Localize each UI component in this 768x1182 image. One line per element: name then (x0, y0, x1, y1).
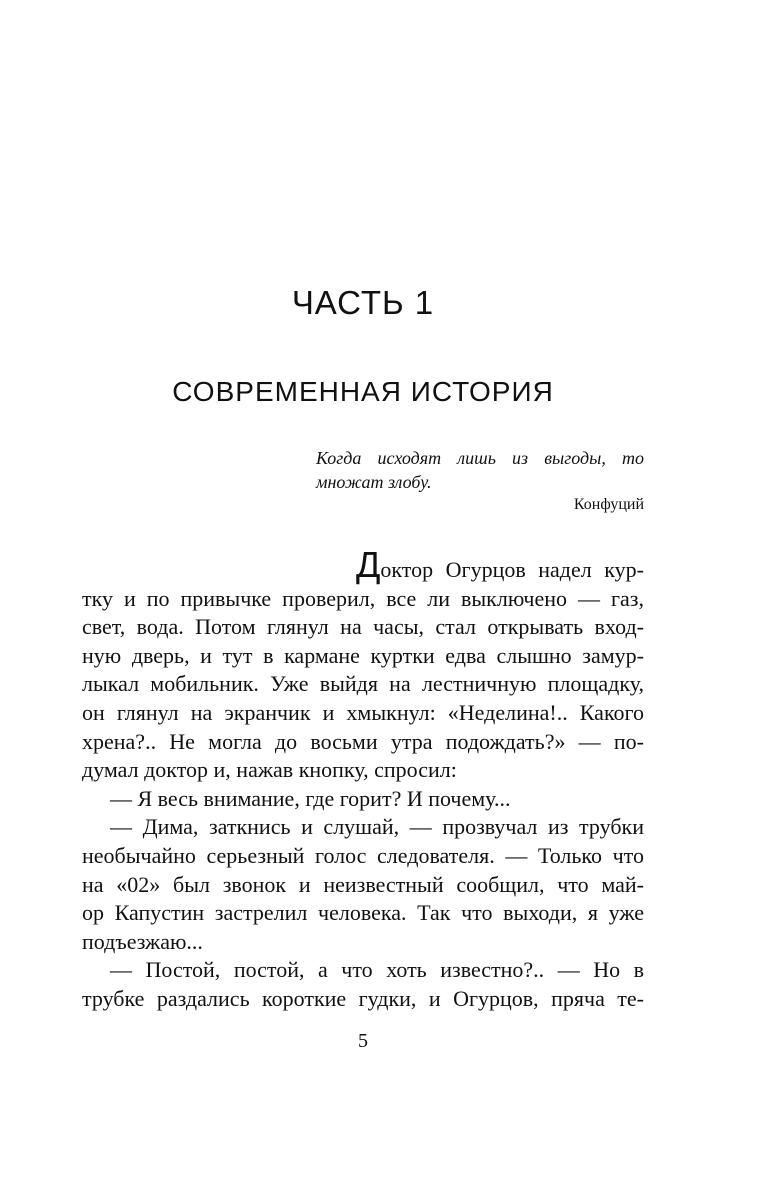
page-number: 5 (358, 1030, 368, 1052)
body-line: думал доктор и, нажав кнопку, спросил: (82, 757, 457, 783)
body-line: он глянул на экранчик и хмыкнул: «Неделина!.. Какого (82, 699, 644, 725)
chapter-title: СОВРЕМЕННАЯ ИСТОРИЯ (172, 376, 554, 407)
drop-cap: Д (356, 544, 381, 585)
epigraph (316, 446, 644, 494)
body-line: — Дима, заткнись и слушай, — прозвучал из трубки (110, 814, 644, 840)
body-line: трубке раздались короткие гудки, и Огурцов, пряча те- (82, 985, 644, 1011)
epigraph-author: Конфуций (573, 496, 644, 513)
body-text (82, 544, 644, 1014)
body-line: — Я весь внимание, где горит? И почему... (110, 785, 511, 811)
body-line (82, 544, 644, 585)
first-line-text: октор Огурцов надел кур- (380, 557, 644, 582)
body-line: ную дверь, и тут в кармане куртки едва слышно замур- (82, 642, 644, 668)
body-line: необычайно серьезный голос следователя. — Только что (82, 842, 644, 868)
body-line: ор Капустин застрелил человека. Так что выходи, я уже (82, 900, 644, 926)
body-line: подъезжаю... (82, 928, 203, 954)
body-line: лыкал мобильник. Уже выйдя на лестничную площадку, (82, 671, 644, 697)
body-line: — Постой, постой, а что хоть известно?.. — Но в (110, 957, 644, 983)
body-line: на «02» был звонок и неизвестный сообщил, что май- (82, 871, 644, 897)
body-line: хрена?.. Не могла до восьми утра подождать?» — по- (82, 728, 644, 754)
body-line: свет, вода. Потом глянул на часы, стал открывать вход- (82, 614, 644, 640)
body-line: тку и по привычке проверил, все ли выключено — газ, (82, 585, 644, 611)
part-title: ЧАСТЬ 1 (291, 284, 435, 321)
epigraph-line: Когда исходят лишь из выгоды, то (316, 448, 644, 468)
epigraph-line: множат злобу. (316, 472, 432, 492)
